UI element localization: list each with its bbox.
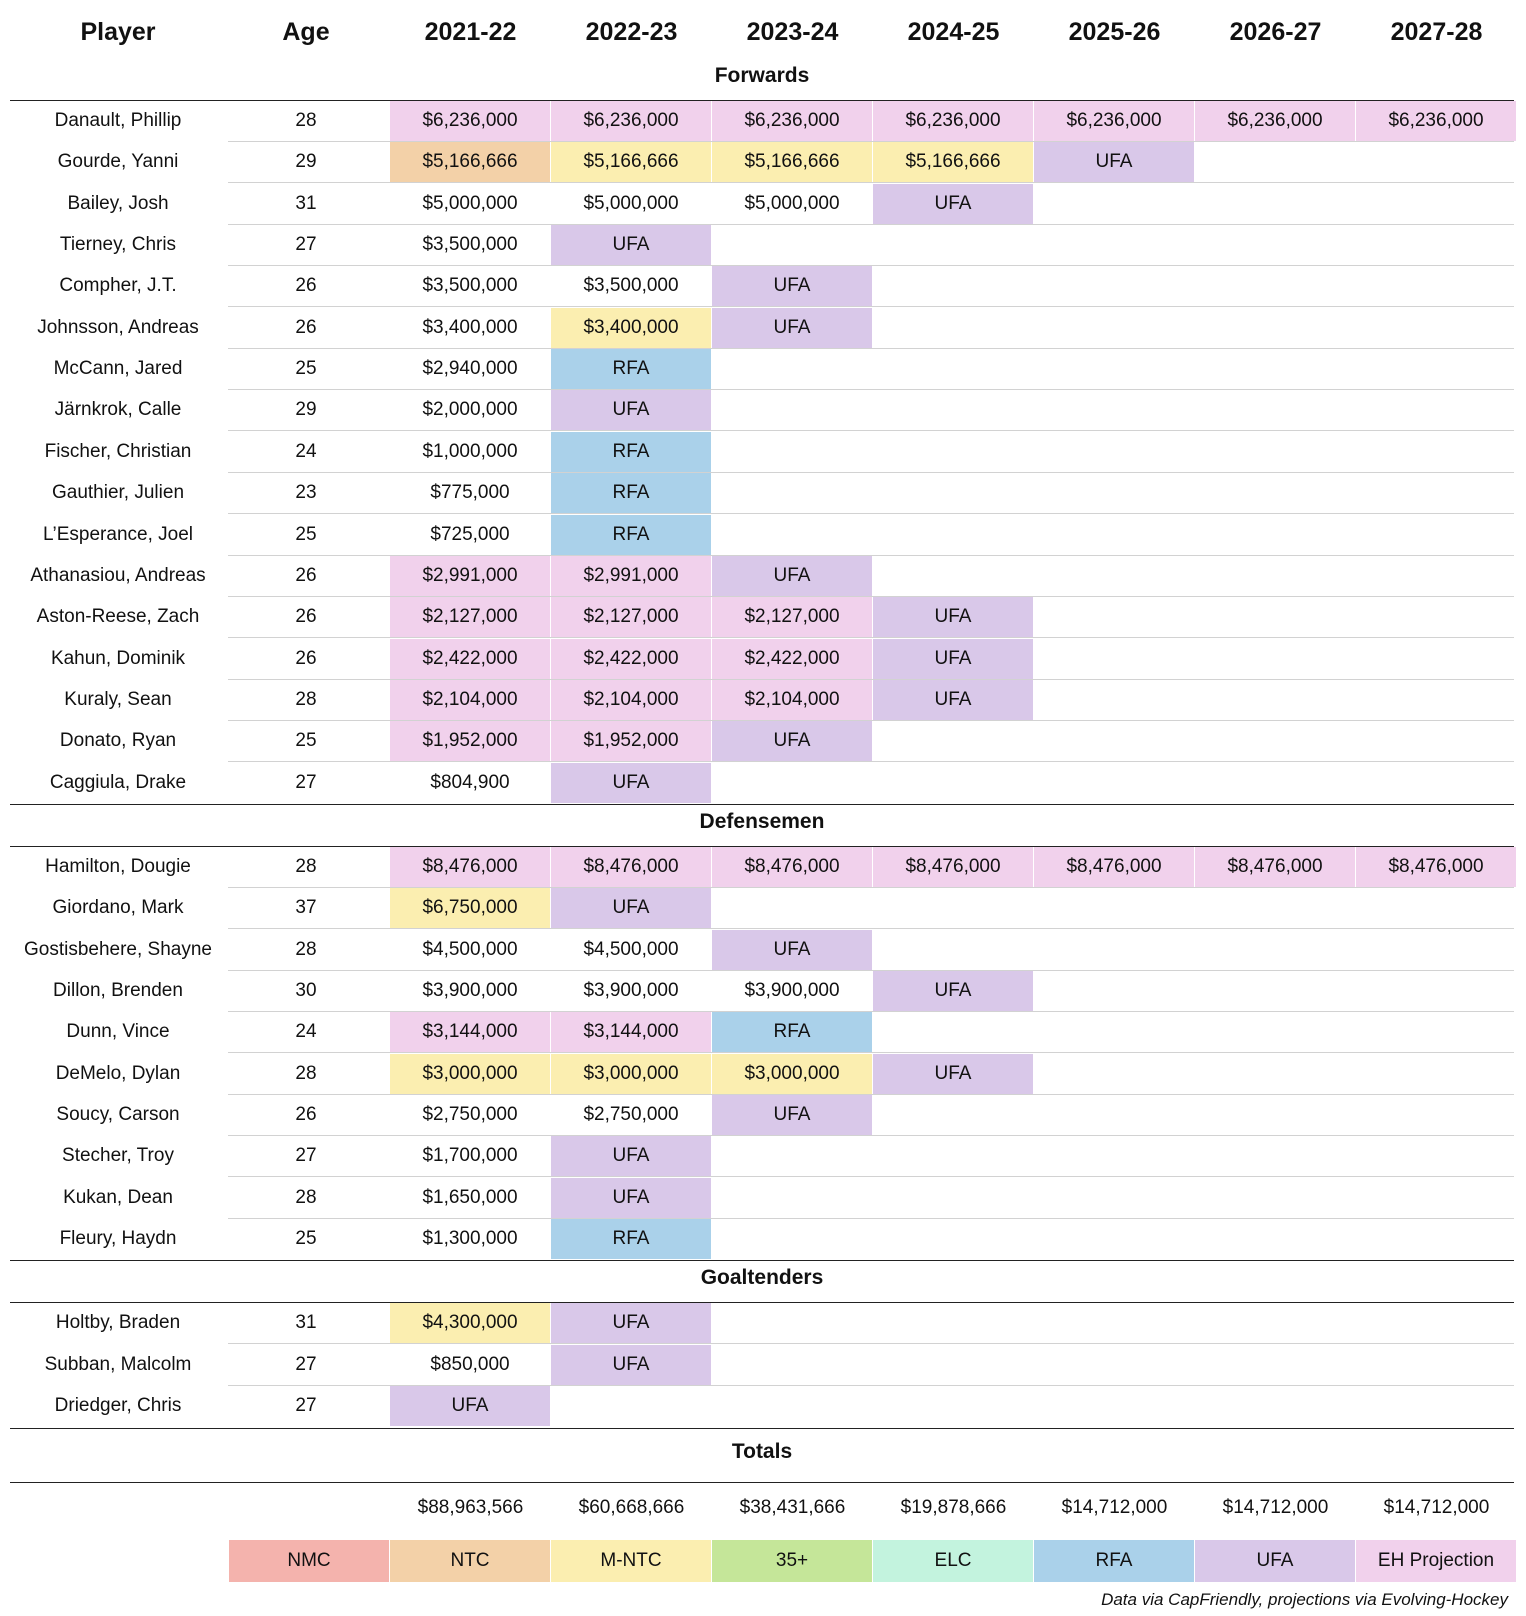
- contract-cell-m-ntc: $3,000,000: [551, 1054, 711, 1094]
- contract-cell-eh: $1,952,000: [390, 721, 550, 761]
- table-row: [0, 1219, 1526, 1260]
- contract-cell-m-ntc: $6,750,000: [390, 888, 550, 928]
- column-header: 2027-28: [1390, 18, 1483, 46]
- column-header: 2025-26: [1068, 18, 1161, 46]
- contract-cell-ufa: UFA: [712, 930, 872, 970]
- total-value: $19,878,666: [900, 1496, 1007, 1518]
- contract-cell-ufa: UFA: [390, 1386, 550, 1426]
- player-name: Kuraly, Sean: [64, 688, 172, 710]
- contract-cell-ufa: UFA: [873, 971, 1033, 1011]
- table-row: [0, 930, 1526, 971]
- contract-cell-eh: $8,476,000: [1356, 847, 1516, 887]
- player-age: 26: [295, 1104, 317, 1126]
- total-value: $38,431,666: [739, 1496, 846, 1518]
- player-name: Kahun, Dominik: [50, 647, 186, 669]
- table-row: [0, 847, 1526, 888]
- legend-item-eh: EH Projection: [1356, 1540, 1516, 1582]
- column-header: Age: [282, 18, 330, 46]
- total-value: $14,712,000: [1383, 1496, 1490, 1518]
- player-age: 26: [295, 647, 317, 669]
- player-name: Holtby, Braden: [55, 1312, 181, 1334]
- player-age: 29: [295, 399, 317, 421]
- contract-cell-eh: $2,104,000: [390, 680, 550, 720]
- section-bottom-rule: [10, 1260, 1514, 1261]
- player-name: Gostisbehere, Shayne: [23, 938, 212, 960]
- contract-cell: $775,000: [430, 482, 510, 504]
- contract-cell: $2,750,000: [422, 1104, 518, 1126]
- player-age: 24: [295, 440, 317, 462]
- player-age: 30: [295, 980, 317, 1001]
- player-age: 24: [295, 1021, 317, 1043]
- contract-cell-eh: $2,104,000: [712, 680, 872, 720]
- contract-cell-ufa: UFA: [873, 639, 1033, 679]
- player-age: 28: [295, 1186, 317, 1208]
- contract-cell-eh: $6,236,000: [1034, 101, 1194, 141]
- player-age: 31: [295, 192, 317, 214]
- legend-item-nmc: NMC: [229, 1540, 389, 1582]
- player-name: Donato, Ryan: [59, 730, 177, 752]
- player-age: 28: [295, 688, 317, 710]
- contract-cell-ufa: UFA: [551, 1303, 711, 1343]
- table-row: [0, 142, 1526, 183]
- player-name: Caggiula, Drake: [49, 771, 187, 793]
- contract-cell: $1,000,000: [422, 440, 518, 462]
- contract-cell-eh: $3,144,000: [390, 1012, 550, 1052]
- contract-cell-ufa: UFA: [1034, 142, 1194, 182]
- totals-title: Totals: [731, 1439, 793, 1463]
- table-row: [0, 390, 1526, 431]
- contract-cell-m-ntc: $3,000,000: [390, 1054, 550, 1094]
- player-name: Dillon, Brenden: [53, 980, 183, 1001]
- contract-cell-ufa: UFA: [873, 1054, 1033, 1094]
- section-bottom-rule: [10, 1428, 1514, 1429]
- contract-cell-rfa: RFA: [551, 349, 711, 389]
- contract-cell: $5,000,000: [744, 192, 840, 214]
- contract-cell: $1,300,000: [422, 1228, 518, 1250]
- table-row: [0, 515, 1526, 556]
- contract-cell-ufa: UFA: [551, 888, 711, 928]
- total-value: $14,712,000: [1061, 1496, 1168, 1518]
- player-name: Dunn, Vince: [66, 1021, 170, 1043]
- player-age: 27: [295, 1395, 317, 1417]
- contract-cell-m-ntc: $4,300,000: [390, 1303, 550, 1343]
- section-title: Defensemen: [699, 809, 825, 833]
- column-header: 2023-24: [746, 18, 839, 46]
- contract-cell-ufa: UFA: [551, 1178, 711, 1218]
- contract-cell-m-ntc: $3,000,000: [712, 1054, 872, 1094]
- player-age: 25: [295, 730, 317, 752]
- player-name: Tierney, Chris: [59, 234, 177, 256]
- contract-cell-ufa: UFA: [551, 390, 711, 430]
- table-row: [0, 1054, 1526, 1095]
- total-value: $14,712,000: [1222, 1496, 1329, 1518]
- contract-cell-eh: $2,127,000: [390, 597, 550, 637]
- contract-cell-ufa: UFA: [712, 1095, 872, 1135]
- player-name: Fischer, Christian: [44, 440, 192, 462]
- contract-cell-ufa: UFA: [551, 1345, 711, 1385]
- contract-cell-rfa: RFA: [551, 473, 711, 513]
- contract-cell-eh: $8,476,000: [551, 847, 711, 887]
- total-value: $88,963,566: [417, 1496, 524, 1518]
- table-row: [0, 101, 1526, 142]
- player-name: McCann, Jared: [53, 358, 183, 380]
- section-bottom-rule: [10, 804, 1514, 805]
- contract-cell-m-ntc: $5,166,666: [712, 142, 872, 182]
- contract-cell-eh: $6,236,000: [1356, 101, 1516, 141]
- contract-cell-eh: $6,236,000: [712, 101, 872, 141]
- table-row: [0, 1386, 1526, 1427]
- legend-item-m-ntc: M-NTC: [551, 1540, 711, 1582]
- player-name: Johnsson, Andreas: [37, 316, 199, 338]
- contract-cell: $1,650,000: [422, 1186, 518, 1208]
- contract-cell-ufa: UFA: [712, 556, 872, 596]
- section-title: Goaltenders: [700, 1266, 824, 1290]
- table-row: [0, 1178, 1526, 1219]
- player-age: 25: [295, 358, 317, 380]
- player-age: 27: [295, 771, 317, 793]
- column-header: 2022-23: [585, 18, 678, 46]
- contract-cell-eh: $8,476,000: [1034, 847, 1194, 887]
- player-name: Kukan, Dean: [63, 1186, 173, 1208]
- contract-cell: $3,900,000: [422, 980, 518, 1001]
- contract-cell-eh: $2,127,000: [551, 597, 711, 637]
- contract-cell-eh: $2,422,000: [551, 639, 711, 679]
- player-age: 25: [295, 523, 317, 545]
- contract-cell: $4,500,000: [583, 938, 679, 960]
- player-name: Fleury, Haydn: [59, 1228, 177, 1250]
- contract-cell-ufa: UFA: [551, 763, 711, 803]
- table-row: [0, 1345, 1526, 1386]
- contract-cell-eh: $2,127,000: [712, 597, 872, 637]
- player-name: DeMelo, Dylan: [55, 1062, 181, 1084]
- table-row: [0, 225, 1526, 266]
- contract-cell-ufa: UFA: [551, 1136, 711, 1176]
- contract-cell-m-ntc: $3,400,000: [551, 308, 711, 348]
- contract-cell-rfa: RFA: [551, 515, 711, 555]
- contract-cell-rfa: RFA: [551, 432, 711, 472]
- table-row: [0, 971, 1526, 1012]
- contract-cell-m-ntc: $5,166,666: [873, 142, 1033, 182]
- legend-item-ufa: UFA: [1195, 1540, 1355, 1582]
- contract-cell-ufa: UFA: [873, 184, 1033, 224]
- player-age: 26: [295, 606, 317, 628]
- table-row: [0, 721, 1526, 762]
- table-row: [0, 639, 1526, 680]
- contract-cell-eh: $2,422,000: [390, 639, 550, 679]
- player-name: Danault, Phillip: [54, 110, 182, 131]
- legend-item-rfa: RFA: [1034, 1540, 1194, 1582]
- contract-cell-eh: $8,476,000: [1195, 847, 1355, 887]
- table-row: [0, 349, 1526, 390]
- table-row: [0, 556, 1526, 597]
- player-name: L’Esperance, Joel: [43, 523, 193, 545]
- contract-cell: $2,940,000: [422, 358, 518, 380]
- contract-cell-eh: $2,104,000: [551, 680, 711, 720]
- contract-cell: $3,400,000: [422, 316, 518, 338]
- table-row: [0, 184, 1526, 225]
- contract-cell: $3,500,000: [422, 234, 518, 256]
- player-age: 28: [295, 938, 317, 960]
- contract-cell: $3,900,000: [744, 980, 840, 1001]
- legend-item-elc: ELC: [873, 1540, 1033, 1582]
- contract-cell-eh: $2,991,000: [390, 556, 550, 596]
- contract-cell-ufa: UFA: [873, 597, 1033, 637]
- source-credit: Data via CapFriendly, projections via Evolving-Hockey: [1101, 1589, 1508, 1609]
- player-name: Athanasiou, Andreas: [30, 564, 206, 586]
- player-name: Aston-Reese, Zach: [36, 606, 200, 628]
- player-name: Hamilton, Dougie: [45, 855, 191, 877]
- contract-cell-eh: $8,476,000: [712, 847, 872, 887]
- player-name: Gauthier, Julien: [51, 482, 185, 504]
- total-value: $60,668,666: [578, 1496, 685, 1518]
- column-header: Player: [80, 18, 156, 46]
- player-age: 37: [295, 897, 317, 919]
- contract-cell-eh: $2,422,000: [712, 639, 872, 679]
- contract-cell: $4,500,000: [422, 938, 518, 960]
- table-row: [0, 888, 1526, 929]
- table-row: [0, 597, 1526, 638]
- player-name: Gourde, Yanni: [57, 151, 179, 173]
- contract-cell-ufa: UFA: [873, 680, 1033, 720]
- player-name: Subban, Malcolm: [44, 1353, 192, 1375]
- player-age: 27: [295, 1145, 317, 1167]
- contract-cell-ufa: UFA: [712, 308, 872, 348]
- player-age: 31: [295, 1312, 317, 1334]
- player-age: 26: [295, 564, 317, 586]
- player-name: Soucy, Carson: [56, 1104, 180, 1126]
- player-name: Driedger, Chris: [54, 1395, 182, 1417]
- table-row: [0, 1303, 1526, 1344]
- player-name: Stecher, Troy: [62, 1145, 174, 1167]
- contract-cell-eh: $6,236,000: [873, 101, 1033, 141]
- contract-cell: $5,000,000: [583, 192, 679, 214]
- contract-cell-ufa: UFA: [712, 266, 872, 306]
- player-name: Giordano, Mark: [52, 897, 184, 919]
- contract-cell-rfa: RFA: [712, 1012, 872, 1052]
- table-row: [0, 763, 1526, 804]
- contract-cell-eh: $6,236,000: [551, 101, 711, 141]
- legend-item-35+: 35+: [712, 1540, 872, 1582]
- player-age: 25: [295, 1228, 317, 1250]
- table-row: [0, 308, 1526, 349]
- totals-rule: [10, 1482, 1514, 1483]
- contract-cell: $5,000,000: [422, 192, 518, 214]
- table-row: [0, 473, 1526, 514]
- legend-item-ntc: NTC: [390, 1540, 550, 1582]
- player-age: 26: [295, 275, 317, 297]
- contract-cell: $3,500,000: [583, 275, 679, 297]
- player-age: 28: [295, 110, 317, 131]
- table-row: [0, 1095, 1526, 1136]
- player-age: 26: [295, 316, 317, 338]
- table-row: [0, 1136, 1526, 1177]
- contract-cell-eh: $1,952,000: [551, 721, 711, 761]
- contract-cell-eh: $8,476,000: [390, 847, 550, 887]
- player-age: 27: [295, 234, 317, 256]
- player-name: Järnkrok, Calle: [54, 399, 182, 421]
- contract-cell: $3,500,000: [422, 275, 518, 297]
- column-header: 2024-25: [907, 18, 1000, 46]
- contract-cell: $850,000: [430, 1353, 510, 1375]
- contract-cell: $3,900,000: [583, 980, 679, 1001]
- player-age: 23: [295, 482, 317, 504]
- table-row: [0, 432, 1526, 473]
- section-title: Forwards: [714, 64, 810, 87]
- column-header: 2026-27: [1229, 18, 1322, 46]
- player-age: 27: [295, 1353, 317, 1375]
- contract-cell-eh: $6,236,000: [1195, 101, 1355, 141]
- player-age: 28: [295, 855, 317, 877]
- contract-cell-eh: $6,236,000: [390, 101, 550, 141]
- player-name: Compher, J.T.: [59, 275, 177, 297]
- player-name: Bailey, Josh: [67, 192, 169, 214]
- contract-cell: $2,750,000: [583, 1104, 679, 1126]
- contract-cell-rfa: RFA: [551, 1219, 711, 1259]
- contract-cell-ntc: $5,166,666: [390, 142, 550, 182]
- contract-cell-eh: $3,144,000: [551, 1012, 711, 1052]
- contract-cell-ufa: UFA: [712, 721, 872, 761]
- contract-cell-ufa: UFA: [551, 225, 711, 265]
- table-row: [0, 680, 1526, 721]
- contract-cell: $725,000: [430, 523, 510, 545]
- contract-cell: $804,900: [430, 771, 510, 793]
- contract-cell: $2,000,000: [422, 399, 518, 421]
- contract-cell-m-ntc: $5,166,666: [551, 142, 711, 182]
- player-age: 28: [295, 1062, 317, 1084]
- table-row: [0, 266, 1526, 307]
- contract-cell-eh: $8,476,000: [873, 847, 1033, 887]
- column-header: 2021-22: [424, 18, 517, 46]
- player-age: 29: [295, 151, 317, 173]
- contract-cell: $1,700,000: [422, 1145, 518, 1167]
- table-row: [0, 1012, 1526, 1053]
- contract-cell-eh: $2,991,000: [551, 556, 711, 596]
